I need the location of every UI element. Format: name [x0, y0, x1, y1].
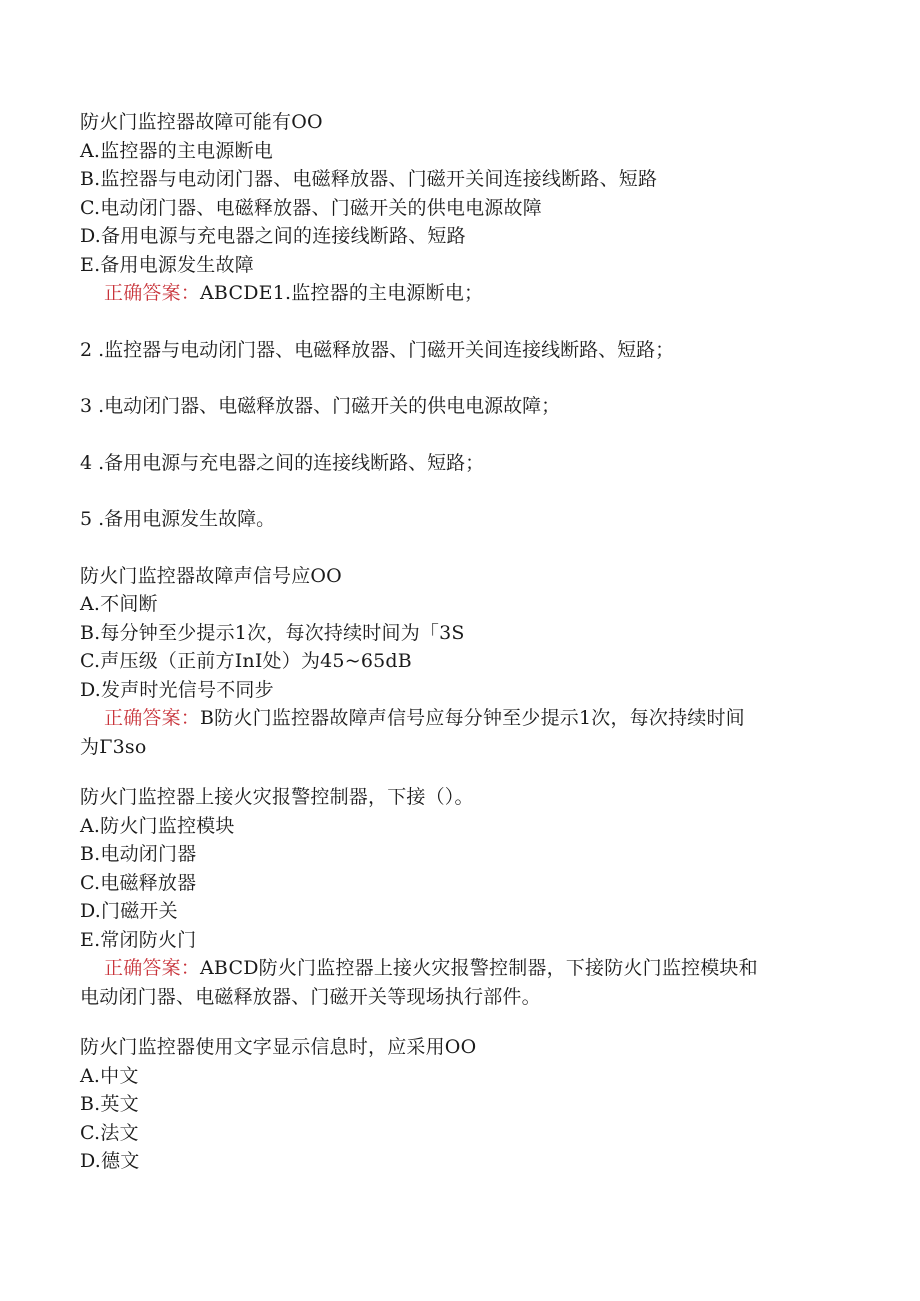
option-c: C.声压级（正前方InI处）为45~65dB: [80, 650, 412, 672]
question-3: [80, 783, 860, 1011]
answer-label: 正确答案：: [104, 282, 201, 304]
answer-line: [80, 954, 860, 983]
question-stem: 防火门监控器使用文字显示信息时，应采用OO: [80, 1036, 477, 1058]
explanation-item-4: 4 .备用电源与充电器之间的连接线断路、短路；: [80, 451, 485, 474]
question-stem: 防火门监控器上接火灾报警控制器，下接（）。: [80, 786, 474, 808]
option-c: C.电动闭门器、电磁释放器、门磁开关的供电电源故障: [80, 196, 542, 219]
option-b: B.每分钟至少提示1次，每次持续时间为「3S: [80, 621, 465, 644]
answer-continuation: 电动闭门器、电磁释放器、门磁开关等现场执行部件。: [80, 985, 541, 1008]
option-d: D.备用电源与充电器之间的连接线断路、短路: [80, 225, 466, 247]
option-b: B.英文: [80, 1093, 139, 1115]
answer-line: [80, 704, 860, 733]
answer-continuation: 为Γ3so: [80, 735, 147, 758]
option-b: B.电动闭门器: [80, 843, 197, 865]
answer-text: B防火门监控器故障声信号应每分钟至少提示1次，每次持续时间: [200, 707, 745, 729]
question-4: [80, 1033, 860, 1176]
option-a: A.监控器的主电源断电: [80, 139, 273, 162]
answer-text: ABCDE1.监控器的主电源断电；: [200, 282, 484, 304]
option-e: E.备用电源发生故障: [80, 253, 254, 276]
question-2: [80, 562, 860, 762]
answer-label: 正确答案：: [104, 707, 201, 729]
answer-line: [80, 279, 860, 308]
option-a: A.中文: [80, 1064, 139, 1087]
option-e: E.常闭防火门: [80, 928, 197, 951]
explanation-item-2: 2 .监控器与电动闭门器、电磁释放器、门磁开关间连接线断路、短路；: [80, 338, 675, 361]
option-a: A.防火门监控模块: [80, 814, 235, 837]
explanation-item-5: 5 .备用电源发生故障。: [80, 508, 276, 530]
option-b: B.监控器与电动闭门器、电磁释放器、门磁开关间连接线断路、短路: [80, 168, 658, 190]
question-stem: 防火门监控器故障可能有OO: [80, 111, 323, 133]
option-a: A.不间断: [80, 593, 158, 615]
answer-text: ABCD防火门监控器上接火灾报警控制器，下接防火门监控模块和: [200, 957, 758, 979]
answer-label: 正确答案：: [104, 957, 201, 979]
question-stem: 防火门监控器故障声信号应OO: [80, 564, 342, 587]
option-c: C.电磁释放器: [80, 871, 197, 894]
option-d: D.德文: [80, 1150, 140, 1172]
explanation-item-3: 3 .电动闭门器、电磁释放器、门磁开关的供电电源故障；: [80, 395, 561, 417]
option-c: C.法文: [80, 1121, 139, 1144]
option-d: D.门磁开关: [80, 900, 178, 922]
option-d: D.发声时光信号不同步: [80, 678, 274, 701]
question-1: [80, 108, 860, 534]
